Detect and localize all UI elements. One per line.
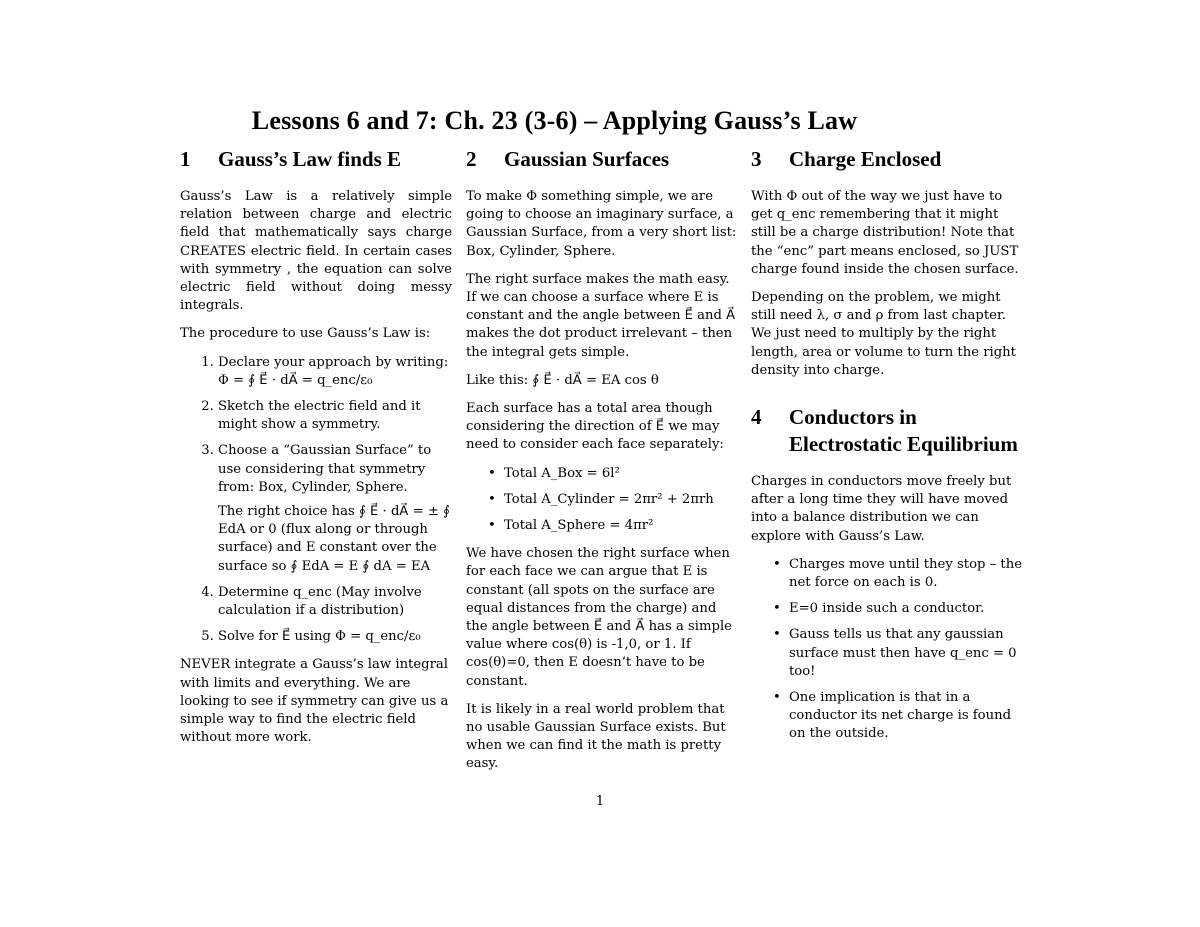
list-item: • Gauss tells us that any gaussian surface must then have q_enc = 0 too! [789, 626, 1023, 681]
page-number: 1 [595, 794, 605, 809]
section-title: Charge Enclosed [789, 147, 942, 171]
section-title: Gaussian Surfaces [504, 147, 670, 171]
procedure-lead: The procedure to use Gauss’s Law is: [180, 326, 431, 342]
section-number: 2 [466, 147, 477, 171]
list-item [218, 584, 452, 620]
section-2-heading [466, 146, 738, 173]
section-number: 3 [751, 147, 762, 171]
conductor-list [751, 556, 1023, 744]
procedure-steps [180, 354, 452, 647]
section-3-heading [751, 146, 1023, 173]
paragraph: Depending on the problem, we might still need λ, σ and ρ from last chapter. We just need to multiply by the right length, area or volume to turn the right density into charge. [751, 290, 1016, 378]
section-title: Gauss’s Law finds E⃗ [218, 147, 418, 171]
surface-area-list [466, 465, 738, 536]
list-item: • Total A_Sphere = 4πr² [504, 517, 738, 535]
list-item [218, 398, 452, 434]
list-item [218, 354, 452, 390]
page-title: Lessons 6 and 7: Ch. 23 (3-6) – Applying Gauss’s Law [251, 106, 858, 135]
paragraph: It is likely in a real world problem that no usable Gaussian Surface exists. But when we can find it the math is pretty easy. [466, 701, 726, 772]
step-text: Sketch the electric field and it might show a symmetry. [218, 399, 421, 433]
section-4-heading [751, 404, 1023, 458]
step-note: The right choice has ∮ E⃗ · dA⃗ = ± ∮ EdA or 0 (flux along or through surface) and E constant over the surface so ∮ EdA = E ∮ dA = EA [218, 504, 450, 574]
paragraph: With Φ out of the way we just have to get q_enc remembering that it might still be a charge distribution! Note that the “enc” part means enclosed, so JUST charge found inside the chosen surface. [751, 189, 1019, 277]
list-item [218, 442, 452, 575]
paragraph: To make Φ something simple, we are going to choose an imaginary surface, a Gaussian Surface, from a very short list: Box, Cylinder, Sphere. [466, 189, 737, 259]
section-title: Conductors in Electrostatic Equilibrium [789, 405, 1018, 457]
paragraph: We have chosen the right surface when for each face we can argue that E is constant (all spots on the surface are equal distances from the charge) and the angle between E⃗ and A⃗ has a simple value where cos(θ) is -1,0, or 1. If cos(θ)=0, then E doesn’t have to be constant. [466, 546, 732, 689]
closing-paragraph: NEVER integrate a Gauss’s law integral with limits and everything. We are looking to see if symmetry can give us a simple way to find the electric field without more work. [180, 657, 449, 746]
step-text: Declare your approach by writing: Φ = ∮ E⃗ · dA⃗ = q_enc/ε₀ [218, 354, 449, 388]
step-text: Choose a “Gaussian Surface” to use considering that symmetry from: Box, Cylinder, Sphere. [218, 443, 432, 495]
list-item [218, 628, 452, 646]
column-3 [751, 146, 1023, 754]
column-2 [466, 146, 738, 784]
equation-line: Like this: ∮ E⃗ · dA⃗ = EA cos θ [466, 372, 659, 388]
paragraph: Charges in conductors move freely but after a long time they will have moved into a balance distribution we can explore with Gauss’s Law. [751, 474, 1012, 544]
list-item: • Total A_Cylinder = 2πr² + 2πrh [504, 491, 738, 509]
section-number: 1 [180, 147, 191, 171]
list-item: • Total A_Box = 6l² [504, 465, 738, 483]
list-item: • Charges move until they stop – the net force on each is 0. [789, 556, 1023, 592]
step-text: Solve for E⃗ using Φ = q_enc/ε₀ [218, 629, 421, 645]
paragraph: The right surface makes the math easy. If we can choose a surface where E is constant and the angle between E⃗ and A⃗ makes the dot product irrelevant – then the integral gets simple. [466, 271, 736, 360]
intro-paragraph: Gauss’s Law is a relatively simple relation between charge and electric field that mathematically says charge CREATES electric field. In certain cases with symmetry , the equation can solve electric field without doing messy integrals. [180, 189, 452, 314]
list-item: • E=0 inside such a conductor. [789, 600, 1023, 618]
paragraph: Each surface has a total area though considering the direction of E⃗ we may need to consider each face separately: [466, 401, 724, 453]
section-1-heading [180, 146, 452, 173]
column-1 [180, 146, 452, 757]
section-number: 4 [751, 405, 762, 430]
step-text: Determine q_enc (May involve calculation if a distribution) [218, 584, 422, 619]
list-item: • One implication is that in a conductor its net charge is found on the outside. [789, 689, 1023, 744]
